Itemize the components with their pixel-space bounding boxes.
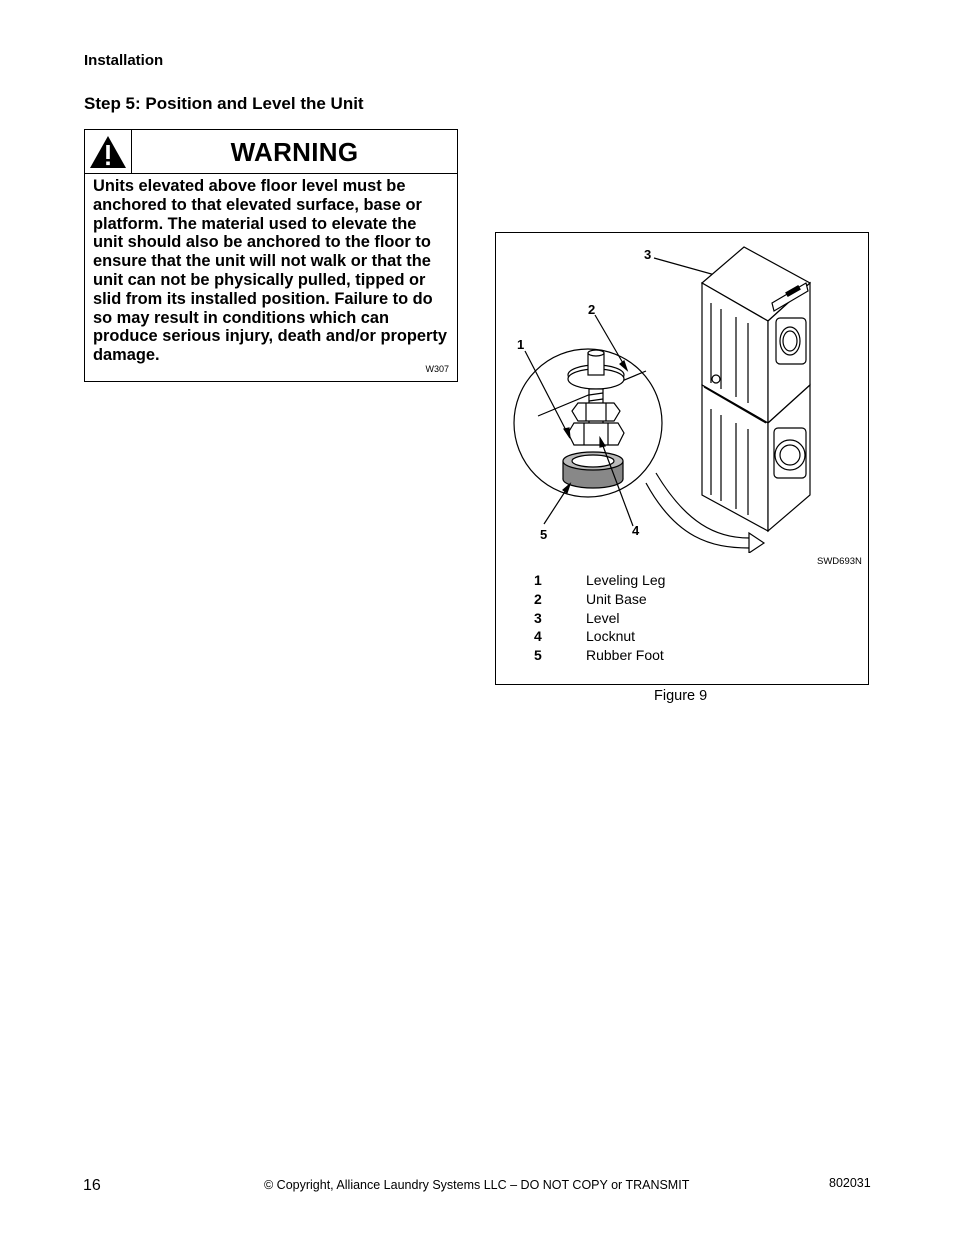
legend-number: 1 — [534, 572, 542, 588]
callout-3: 3 — [644, 247, 652, 262]
legend-label: Rubber Foot — [586, 647, 664, 664]
copyright-notice: © Copyright, Alliance Laundry Systems LLC – DO NOT COPY or TRANSMIT — [264, 1178, 690, 1192]
warning-header — [85, 130, 457, 174]
legend-label: Leveling Leg — [586, 572, 666, 588]
warning-icon-cell — [85, 130, 132, 173]
legend-item — [534, 572, 834, 591]
step-title: Step 5: Position and Level the Unit — [84, 94, 364, 113]
document-number: 802031 — [829, 1176, 871, 1190]
section-label: Installation — [84, 52, 164, 69]
page-number: 16 — [83, 1177, 101, 1194]
warning-code: W307 — [425, 364, 449, 374]
drawing-code: SWD693N — [817, 556, 862, 567]
legend-item — [534, 628, 834, 647]
figure-caption: Figure 9 — [654, 688, 708, 704]
legend-label: Locknut — [586, 628, 636, 645]
legend-item — [534, 647, 834, 666]
callout-4: 4 — [632, 523, 640, 538]
legend-number: 5 — [534, 647, 542, 664]
legend-label: Level — [586, 609, 620, 626]
legend-label: Unit Base — [586, 590, 647, 607]
legend-number: 3 — [534, 609, 542, 626]
legend-number: 4 — [534, 628, 542, 645]
legend-item — [534, 591, 834, 610]
warning-box — [84, 129, 458, 382]
warning-triangle-icon — [88, 134, 128, 170]
figure-legend — [534, 572, 834, 666]
warning-text: Units elevated above floor level must be anchored to that elevated surface, base or platform. The material used to elevate the unit should also be anchored to the floor to ensure that the unit will not walk or that the unit can not be physically pulled, tipped or slid from its installed position. Failure to do so may result in conditions which can produce serious injury, death and/or property damage. — [93, 177, 447, 365]
callout-2: 2 — [588, 302, 596, 317]
warning-title: WARNING — [230, 137, 359, 167]
legend-number: 2 — [534, 590, 542, 607]
callout-1: 1 — [517, 337, 525, 352]
leveling-leg-illustration — [496, 233, 868, 553]
figure-box — [495, 232, 869, 685]
legend-item — [534, 610, 834, 629]
callout-5: 5 — [540, 527, 548, 542]
